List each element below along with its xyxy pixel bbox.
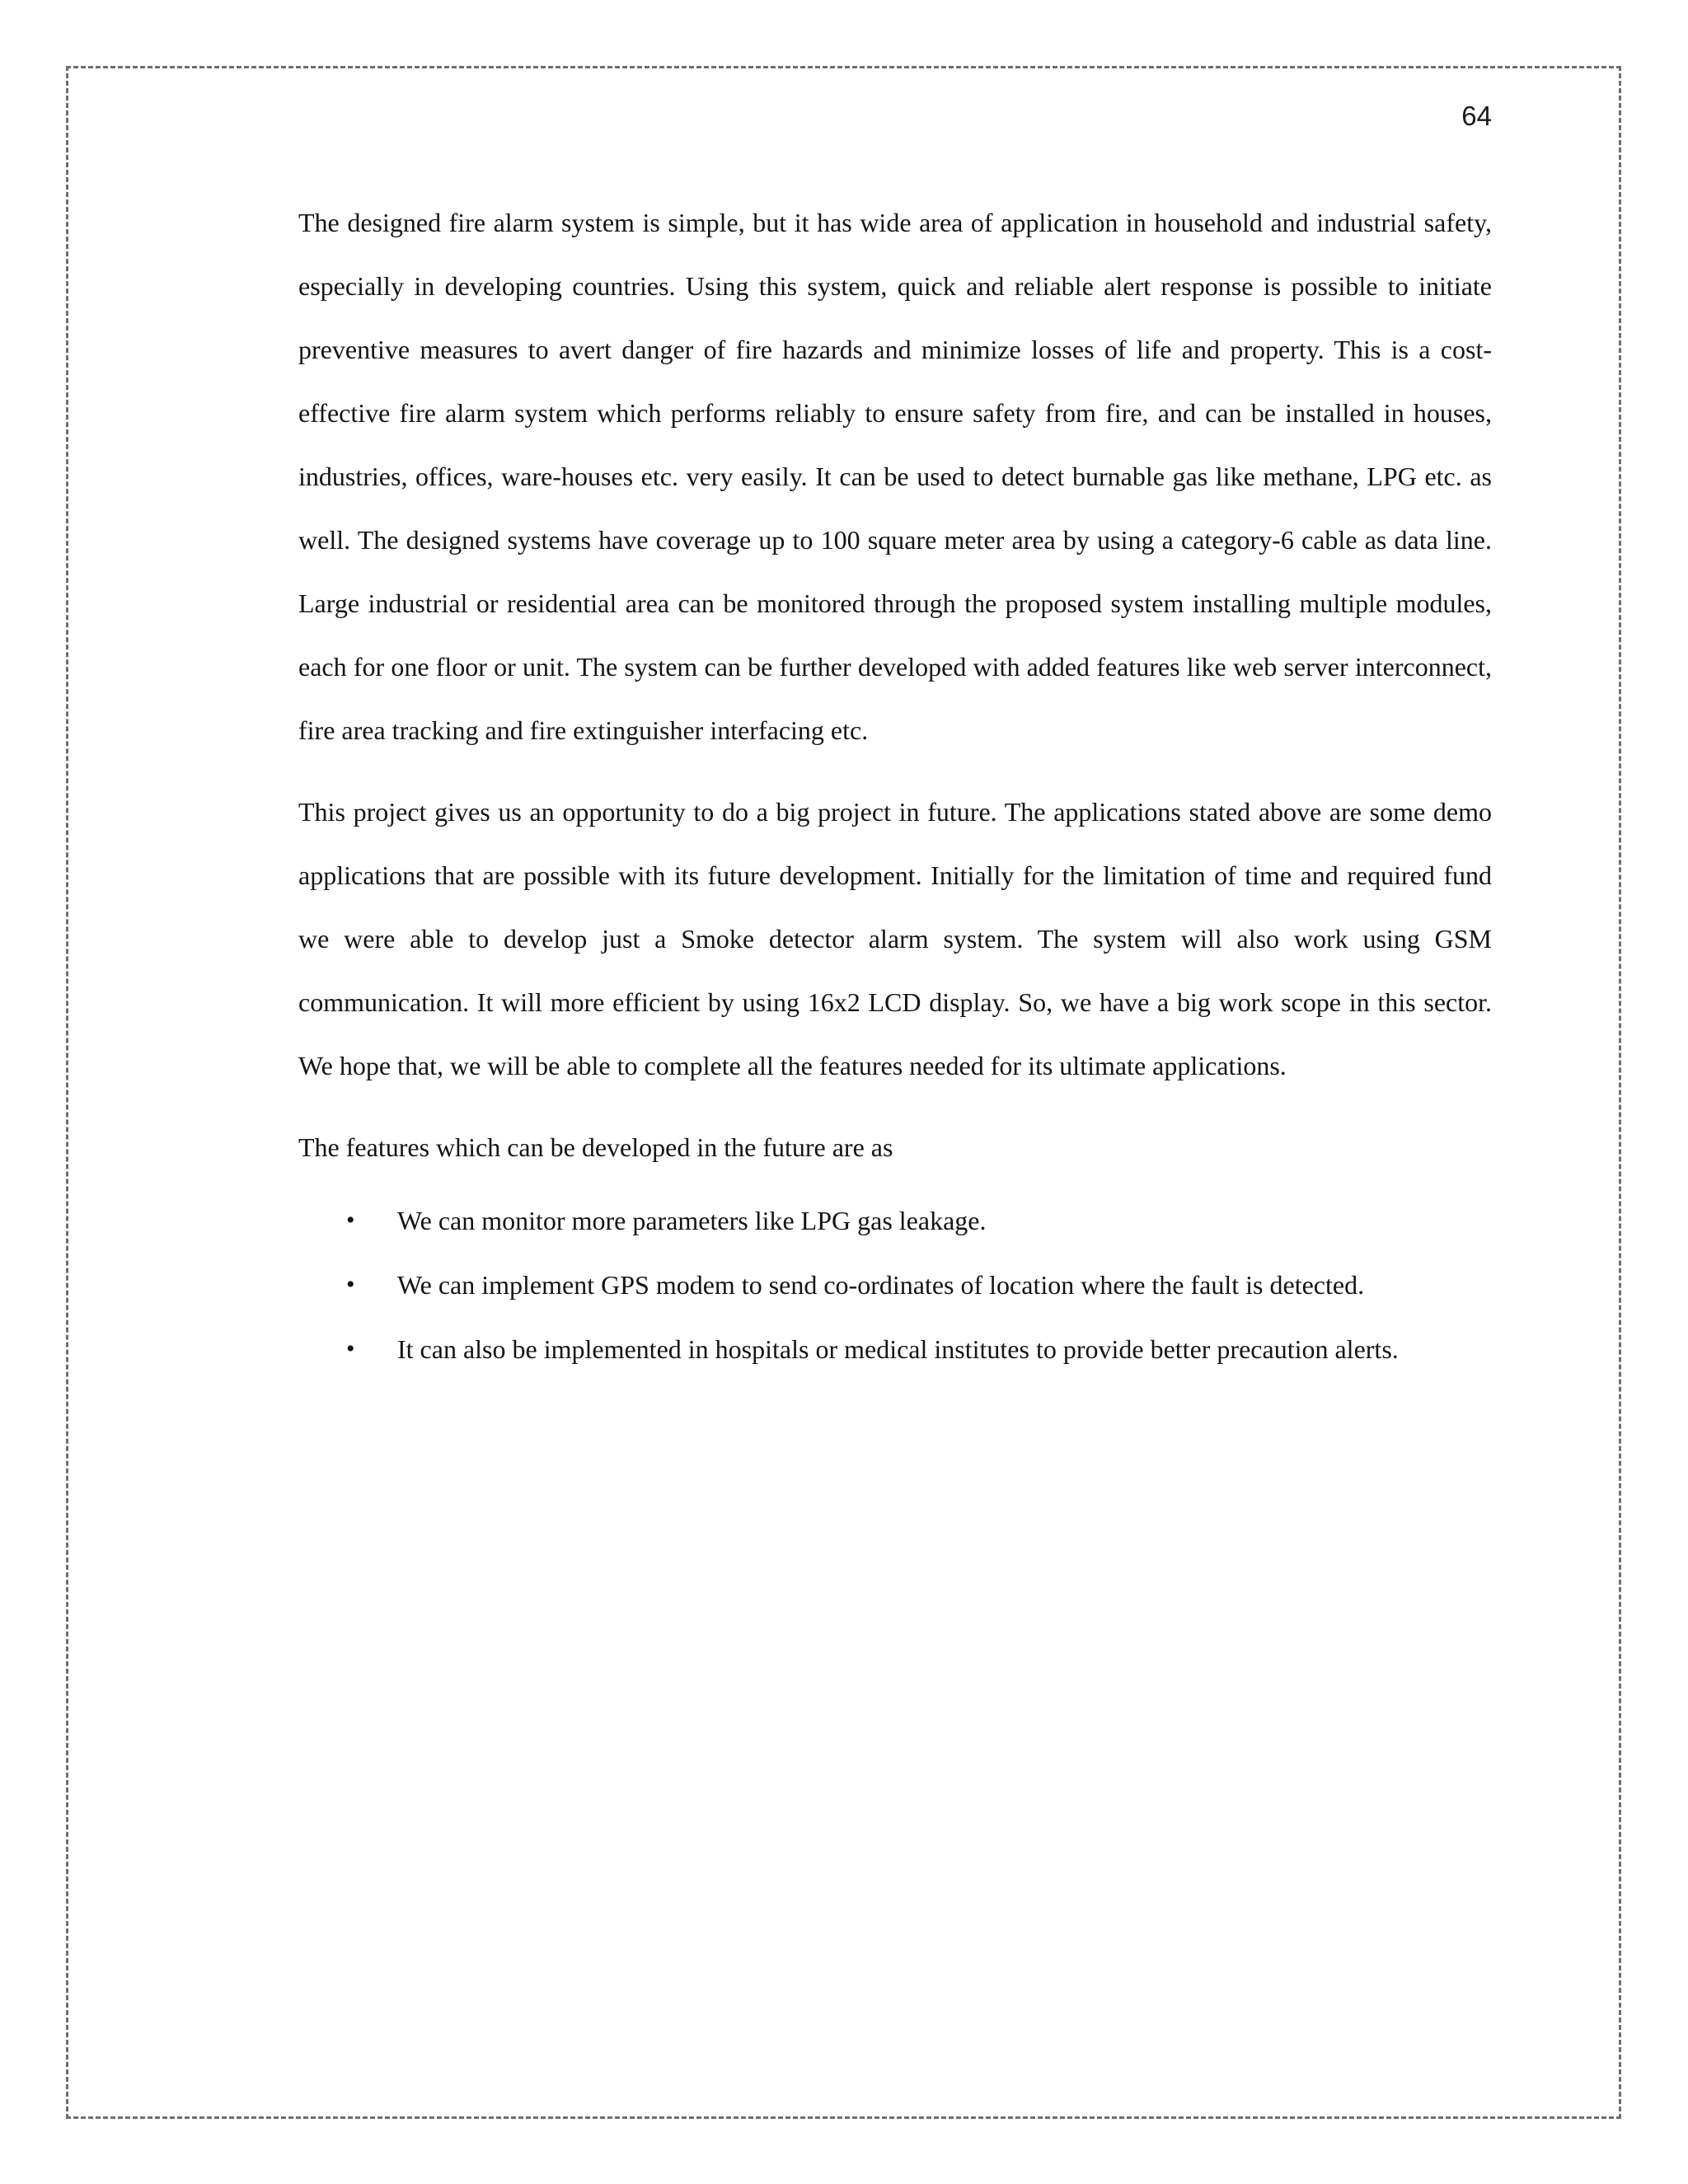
bullet-icon: • [346,1271,355,1298]
paragraph-future-scope: This project gives us an opportunity to do a big project in future. The applications stated above are some demo applications that are possible with its future development. Initially for the limitation of time and required fund we were able to develop just a Smoke detector alarm system. The system will also work using GSM communication. It will more efficient by using 16x2 LCD display. So, we have a big work scope in this sector. We hope that, we will be able to complete all the features needed for its ultimate applications. [298,797,1492,1080]
list-item [346,1204,1492,1237]
bullet-icon: • [346,1335,355,1362]
feature-text: It can also be implemented in hospitals or medical institutes to provide better precaution alerts. [397,1334,1399,1364]
paragraph-conclusion: The designed fire alarm system is simple, but it has wide area of application in household and industrial safety, especially in developing countries. Using this system, quick and reliable alert response is possible to initiate preventive measures to avert danger of fire hazards and minimize losses of life and property. This is a cost-effective fire alarm system which performs reliably to ensure safety from fire, and can be installed in houses, industries, offices, ware-houses etc. very easily. It can be used to detect burnable gas like methane, LPG etc. as well. The designed systems have coverage up to 100 square meter area by using a category-6 cable as data line. Large industrial or residential area can be monitored through the proposed system installing multiple modules, each for one floor or unit. The system can be further developed with added features like web server interconnect, fire area tracking and fire extinguisher interfacing etc. [298,208,1492,745]
feature-list [298,1204,1492,1366]
document-body [298,191,1492,1397]
page-number: 64 [1461,101,1492,131]
list-item [346,1268,1492,1301]
feature-text: We can implement GPS modem to send co-ordinates of location where the fault is detected. [397,1270,1365,1300]
list-item [346,1333,1492,1366]
features-intro: The features which can be developed in the future are as [298,1132,893,1162]
feature-text: We can monitor more parameters like LPG gas leakage. [397,1206,987,1235]
bullet-icon: • [346,1207,355,1234]
